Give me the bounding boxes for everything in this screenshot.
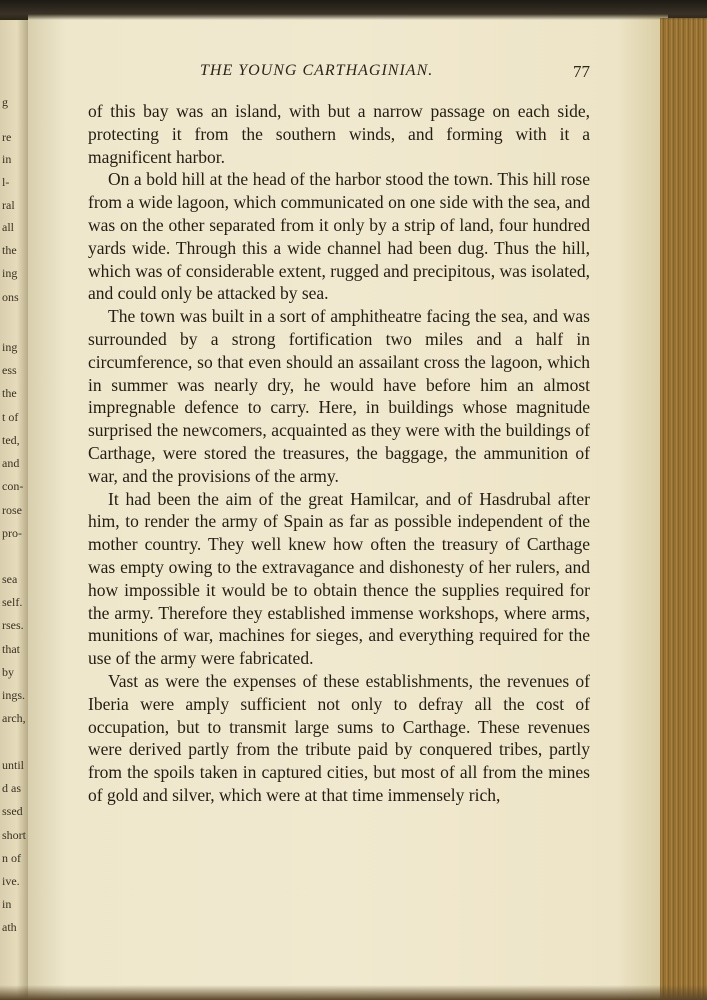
facing-page-fragment: the bbox=[2, 243, 17, 257]
paragraph: On a bold hill at the head of the harbor stood the town. This hill rose from a wide lagoon, which communicated on one side with the sea, and was on the other separated from it only by a strip of land, four hundred yards wide. Through this a wide channel had been dug. Thus the hill, which was of considerable extent, rugged and precipitous, was isolated, and could only be attacked by sea. bbox=[88, 169, 590, 304]
facing-page-fragment: in bbox=[2, 897, 12, 911]
facing-page-fragment: ssed bbox=[2, 804, 23, 818]
facing-page-fragment: arch, bbox=[2, 711, 26, 725]
top-shadow bbox=[0, 0, 707, 20]
facing-page-fragment: t of bbox=[2, 410, 19, 424]
facing-page-fragment: ted, bbox=[2, 433, 20, 447]
facing-page-fragment: ing bbox=[2, 266, 18, 280]
facing-page-fragment: n of bbox=[2, 851, 21, 865]
paragraph: Vast as were the expenses of these establishments, the revenues of Iberia were amply sufficient not only to defray all the cost of occupation, but to transmit large sums to Carthage. These revenues were derived partly from the tribute paid by conquered tribes, partly from the spoils taken in captured cities, but most of all from the mines of gold and silver, which were at that time immensely rich, bbox=[88, 670, 590, 805]
facing-page-fragment: in bbox=[2, 152, 12, 166]
facing-page-fragment: ral bbox=[2, 198, 15, 212]
running-header bbox=[200, 62, 590, 86]
paragraph: The town was built in a sort of amphitheatre facing the sea, and was surrounded by a strong fortification two miles and a half in circumference, so that even should an assailant cross the lagoon, which in summer was nearly dry, he would have before him an almost impregnable defence to carry. Here, in buildings whose magnitude surprised the newcomers, acquainted as they were with the buildings of Carthage, were stored the treasures, the baggage, the ammunition of war, and the provisions of the army. bbox=[88, 306, 590, 486]
facing-page-fragment: by bbox=[2, 665, 14, 679]
facing-page-fragment: ath bbox=[2, 920, 17, 934]
paragraph: of this bay was an island, with but a narrow passage on each side, protecting it from the southern winds, and forming with it a magnificent harbor. bbox=[88, 101, 590, 167]
facing-page-fragment: and bbox=[2, 456, 20, 470]
facing-page-fragment: pro- bbox=[2, 526, 22, 540]
facing-page-fragment: re bbox=[2, 130, 12, 144]
facing-page-fragment: until bbox=[2, 758, 25, 772]
facing-page-fragment: self. bbox=[2, 595, 23, 609]
bottom-shadow bbox=[0, 985, 707, 1000]
page-body bbox=[88, 100, 590, 807]
facing-page-fragment: d as bbox=[2, 781, 21, 795]
facing-page-fragment: that bbox=[2, 642, 20, 656]
running-title: THE YOUNG CARTHAGINIAN. bbox=[200, 62, 434, 79]
facing-page-fragment: rses. bbox=[2, 618, 24, 632]
facing-page-fragment: con- bbox=[2, 479, 24, 493]
facing-page-fragment: ings. bbox=[2, 688, 26, 702]
facing-page-fragment: g bbox=[2, 95, 8, 109]
facing-page-fragment: ess bbox=[2, 363, 17, 377]
book-page-edges bbox=[660, 18, 707, 1000]
facing-page-fragment: l- bbox=[2, 175, 10, 189]
facing-page-fragment: ing bbox=[2, 340, 18, 354]
facing-page-fragment: sea bbox=[2, 572, 18, 586]
facing-page-fragment: short bbox=[2, 828, 26, 842]
paragraph: It had been the aim of the great Hamilcar, and of Hasdrubal after him, to render the army of Spain as far as possible independent of the mother country. They well knew how often the treasury of Carthage was empty owing to the extravagance and dishonesty of her rulers, and how impossible it would be to obtain thence the supplies required for the army. Therefore they established immense workshops, where arms, munitions of war, machines for sieges, and everything required for the use of the army were fabricated. bbox=[88, 488, 590, 669]
facing-page-fragment: the bbox=[2, 386, 17, 400]
facing-page-fragment: ive. bbox=[2, 874, 20, 888]
facing-page-fragment: ons bbox=[2, 290, 19, 304]
facing-page-fragment: all bbox=[2, 220, 14, 234]
page-number: 77 bbox=[573, 62, 590, 81]
facing-page-edge bbox=[0, 20, 28, 1000]
facing-page-fragment: rose bbox=[2, 503, 22, 517]
